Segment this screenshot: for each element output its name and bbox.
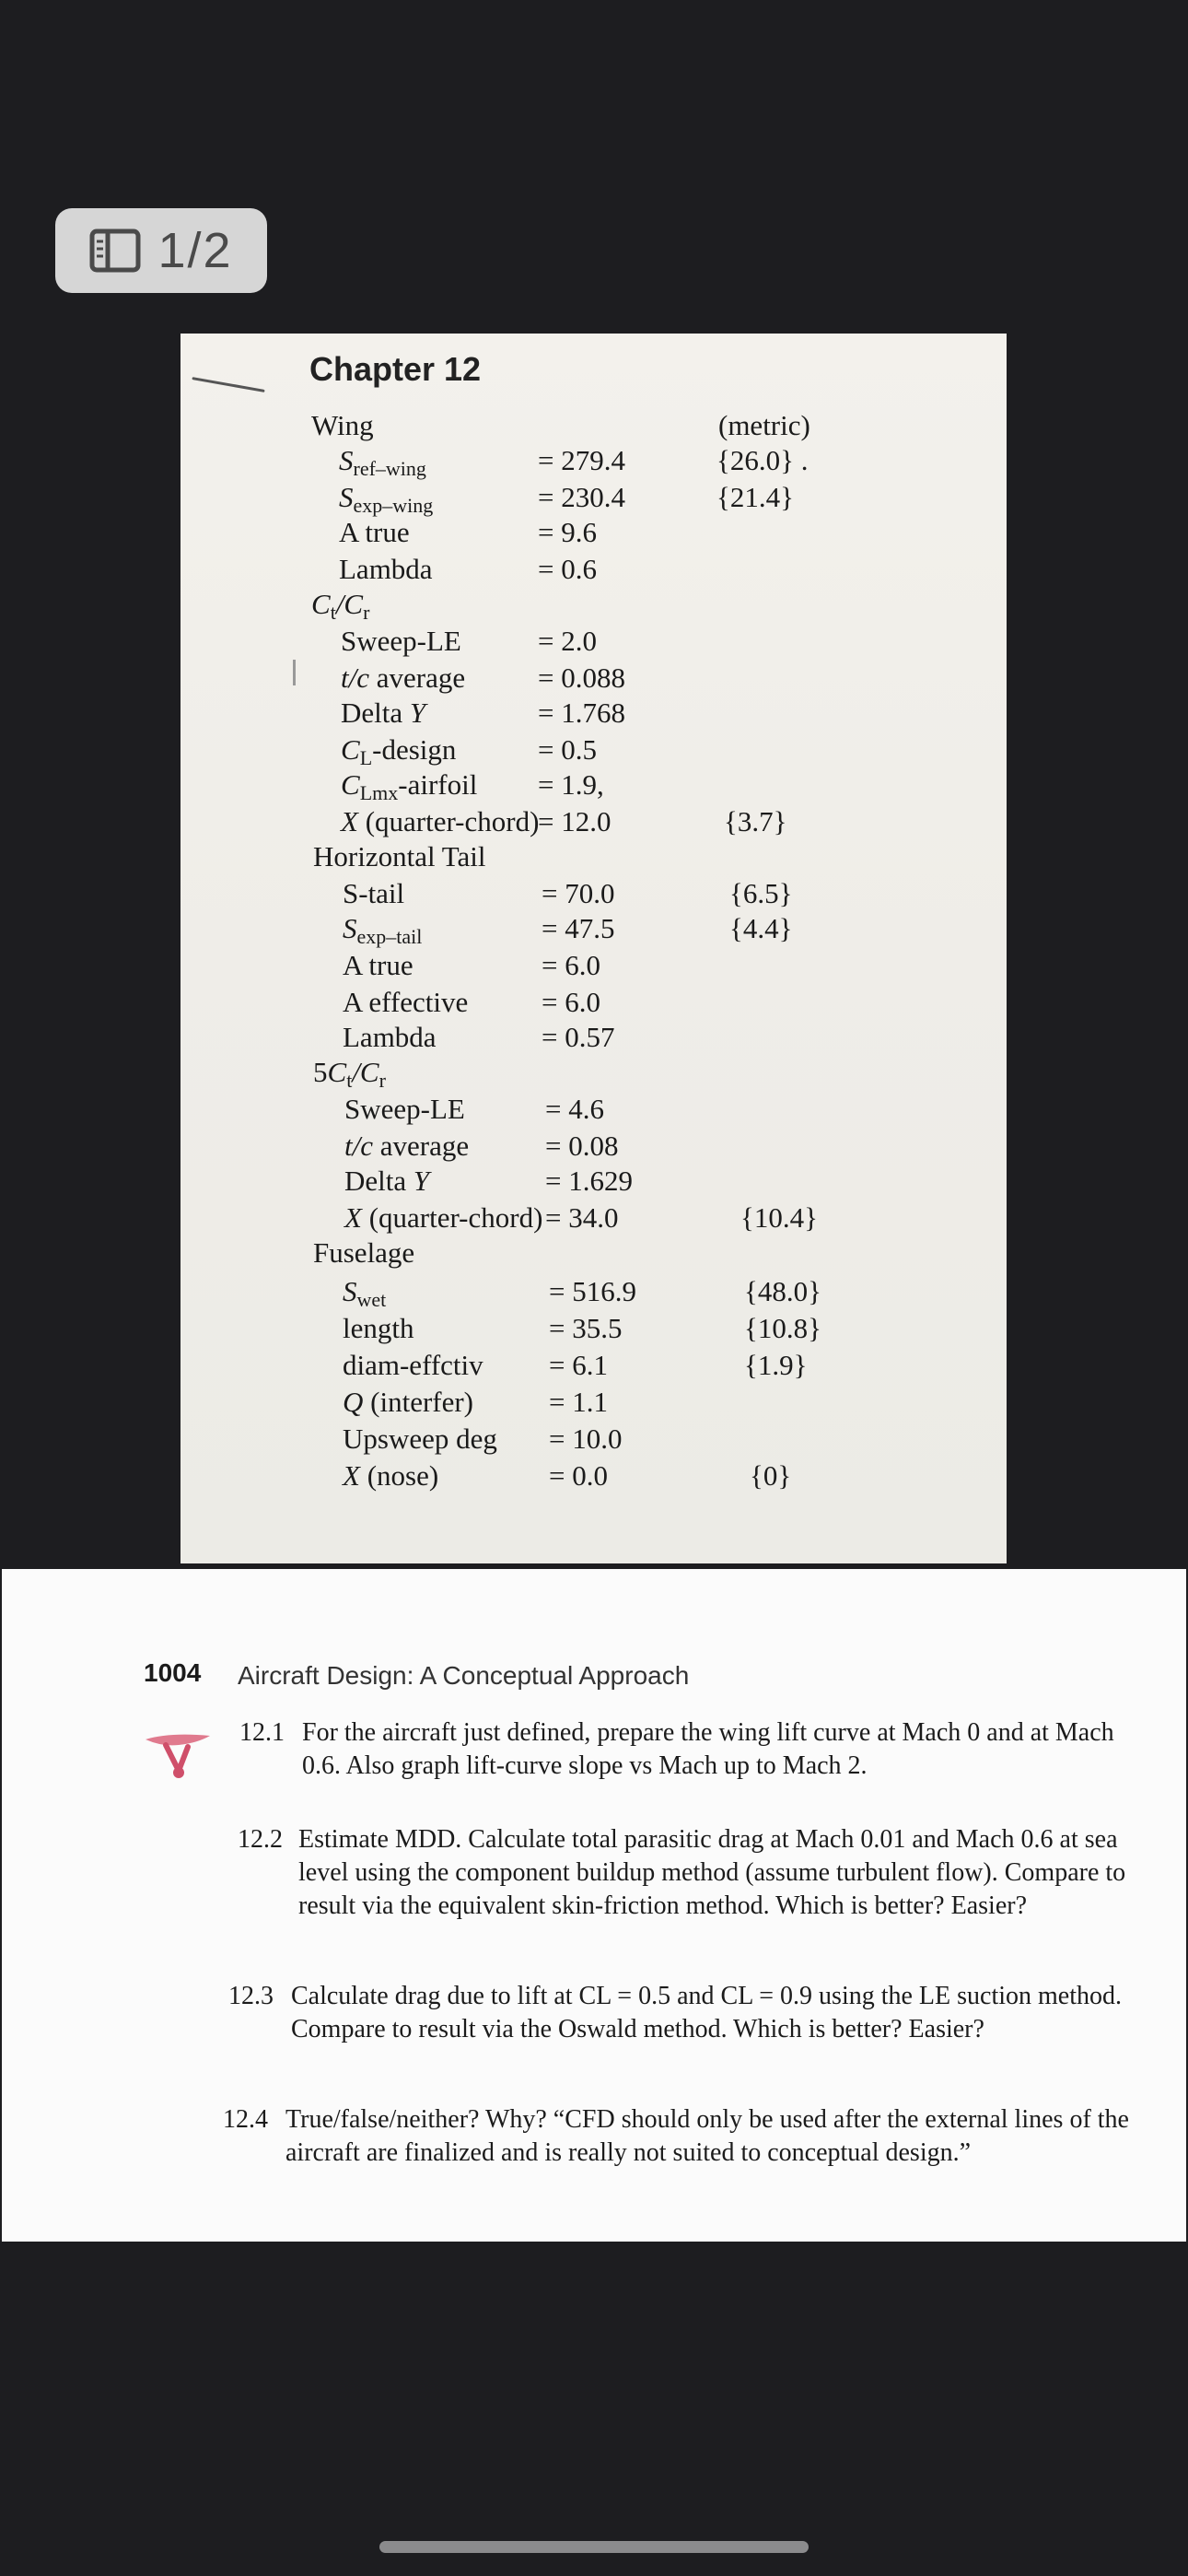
page-count: 1/2 (157, 223, 233, 278)
pen-mark (192, 377, 264, 392)
param-row: Sweep-LE = 2.0 (341, 625, 597, 657)
param-row: X (quarter-chord) = 34.0 {10.4} (344, 1201, 819, 1234)
param-row: diam-effctiv = 6.1 {1.9} (343, 1349, 808, 1381)
chapter-title: Chapter 12 (309, 350, 482, 388)
exercise-12-2: 12.2 Estimate MDD. Calculate total parasitic drag at Mach 0.01 and Mach 0.6 at sea level using the component buildup method (assume turbulent flow). Compare to result via the equivalent skin-friction method. Which is better? Easier? (238, 1825, 1126, 1920)
book-page (2, 1569, 1186, 2242)
param-row: X (quarter-chord) = 12.0 {3.7} (341, 805, 787, 837)
page-indicator[interactable] (55, 208, 267, 293)
exercise-12-3: 12.3 Calculate drag due to lift at CL = 0.5 and CL = 0.9 using the LE suction method. Compare to result via the Oswald method. Which is better? Easier? (228, 1982, 1123, 2043)
param-label: $S_{ref-wing}$ (339, 444, 426, 480)
param-row: length = 35.5 {10.8} (343, 1312, 822, 1344)
param-label: $S_{exp-wing}$ (339, 481, 434, 517)
param-row: Delta Y = 1.629 (344, 1165, 633, 1197)
param-row: $C_L$-design = 0.5 (341, 733, 597, 769)
page-view-icon (89, 228, 141, 273)
exercise-12-1: 12.1 For the aircraft just defined, prepare the wing lift curve at Mach 0 and at Mach 0.6. Also graph lift-curve slope vs Mach up to Mach 2. (239, 1718, 1114, 1780)
param-row: $C_{Lmx}$-airfoil = 1.9, (341, 768, 604, 804)
param-row: A true = 9.6 (339, 516, 597, 548)
param-row: X (nose) = 0.0 {0} (343, 1459, 792, 1492)
param-row: $S_{wet}$ = 516.9 {48.0} (343, 1275, 822, 1311)
param-row: Delta Y = 1.768 (341, 697, 625, 729)
param-row: Lambda = 0.57 (343, 1021, 615, 1053)
exercise-12-4: 12.4 True/false/neither? Why? “CFD should only be used after the external lines of the aircraft are finalized and is really not suited to conceptual design.” (223, 2105, 1129, 2167)
section-wing: Wing (metric) (311, 409, 810, 441)
home-indicator[interactable] (379, 2541, 809, 2553)
param-row: $S_{exp-tail}$ = 47.5 {4.4} (343, 912, 793, 948)
section-5ct-cr: $5C_t/C_r$ (313, 1056, 386, 1092)
highlighter-mark-icon (142, 1712, 217, 1782)
section-fuselage: Fuselage (313, 1236, 415, 1269)
page-number: 1004 (144, 1658, 202, 1687)
param-row: $S_{exp-wing}$ = 230.4 {21.4} (181, 479, 1007, 516)
param-row: A effective = 6.0 (343, 986, 600, 1018)
param-row: Upsweep deg = 10.0 (343, 1423, 623, 1455)
param-row: Q (interfer) = 1.1 (343, 1386, 608, 1418)
section-ct-cr: $C_t/C_r$ (311, 588, 370, 624)
param-row: t/c average = 0.088 (341, 662, 625, 694)
photo-page (181, 334, 1007, 1563)
param-row: $S_{ref-wing}$ = 279.4 {26.0} . (181, 442, 1007, 479)
param-row: Sweep-LE = 4.6 (344, 1093, 604, 1125)
param-row: A true = 6.0 (343, 949, 600, 981)
param-row: S-tail = 70.0 {6.5} (343, 877, 793, 909)
book-title: Aircraft Design: A Conceptual Approach (238, 1661, 690, 1690)
section-horizontal-tail: Horizontal Tail (313, 840, 486, 872)
param-row: Lambda = 0.6 (339, 553, 597, 585)
param-row: t/c average = 0.08 (344, 1130, 619, 1162)
